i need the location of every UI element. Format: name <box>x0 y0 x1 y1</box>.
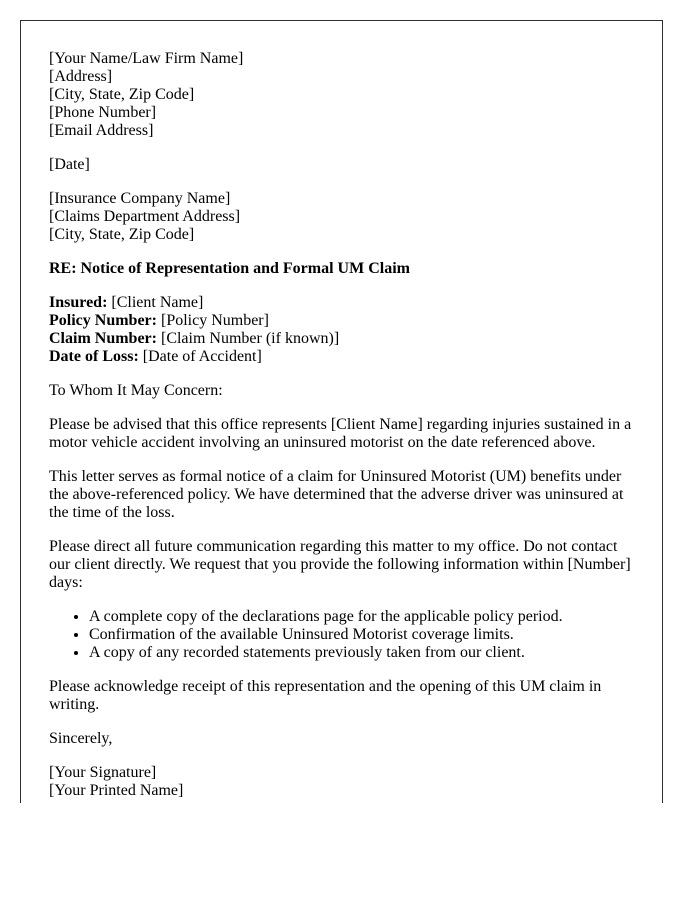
reference-field-value: [Date of Accident] <box>142 348 262 365</box>
sender-address-line: [Address] <box>49 68 113 85</box>
printed-name-line: [Your Printed Name] <box>49 782 184 799</box>
date-line: [Date] <box>49 156 90 173</box>
request-list-item: • A copy of any recorded statements previously taken from our client. <box>89 644 634 662</box>
request-list-item: • A complete copy of the declarations page for the applicable policy period. <box>89 608 634 626</box>
reference-field-claim-number <box>49 330 634 348</box>
reference-field-label: Date of Loss: <box>49 348 139 365</box>
request-list-item: • Confirmation of the available Uninsured Motorist coverage limits. <box>89 626 634 644</box>
body-paragraph-2: This letter serves as formal notice of a claim for Uninsured Motorist (UM) benefits under the above-referenced policy. We have determined that the adverse driver was uninsured at the time of the loss. <box>49 468 624 521</box>
recipient-company-line: [Insurance Company Name] <box>49 190 231 207</box>
recipient-department-line: [Claims Department Address] <box>49 208 241 225</box>
sender-city-line: [City, State, Zip Code] <box>49 86 195 103</box>
reference-field-insured <box>49 294 634 312</box>
request-list <box>49 608 634 662</box>
salutation: To Whom It May Concern: <box>49 382 223 399</box>
reference-field-date-of-loss <box>49 348 634 366</box>
closing-paragraph: Please acknowledge receipt of this representation and the opening of this UM claim in writing. <box>49 678 602 713</box>
sender-name-line: [Your Name/Law Firm Name] <box>49 50 244 67</box>
recipient-city-line: [City, State, Zip Code] <box>49 226 195 243</box>
subject-line: RE: Notice of Representation and Formal UM Claim <box>49 260 410 277</box>
signoff: Sincerely, <box>49 730 113 747</box>
reference-field-label: Policy Number: <box>49 312 157 329</box>
signature-line: [Your Signature] <box>49 764 157 781</box>
body-paragraph-1: Please be advised that this office represents [Client Name] regarding injuries sustained in a motor vehicle accident involving an uninsured motorist on the date referenced above. <box>49 416 632 451</box>
sender-address-block <box>49 50 634 140</box>
sender-email-line: [Email Address] <box>49 122 154 139</box>
reference-field-value: [Client Name] <box>111 294 204 311</box>
reference-field-value: [Policy Number] <box>160 312 269 329</box>
letter-document <box>20 20 663 803</box>
reference-field-value: [Claim Number (if known)] <box>160 330 340 347</box>
reference-fields-block <box>49 294 634 366</box>
sender-phone-line: [Phone Number] <box>49 104 157 121</box>
body-paragraph-3: Please direct all future communication regarding this matter to my office. Do not contact our client directly. We request that you provide the following information within [Number] days: <box>49 538 631 591</box>
reference-field-policy-number <box>49 312 634 330</box>
recipient-address-block <box>49 190 634 244</box>
reference-field-label: Claim Number: <box>49 330 157 347</box>
signature-block <box>49 764 634 800</box>
reference-field-label: Insured: <box>49 294 108 311</box>
